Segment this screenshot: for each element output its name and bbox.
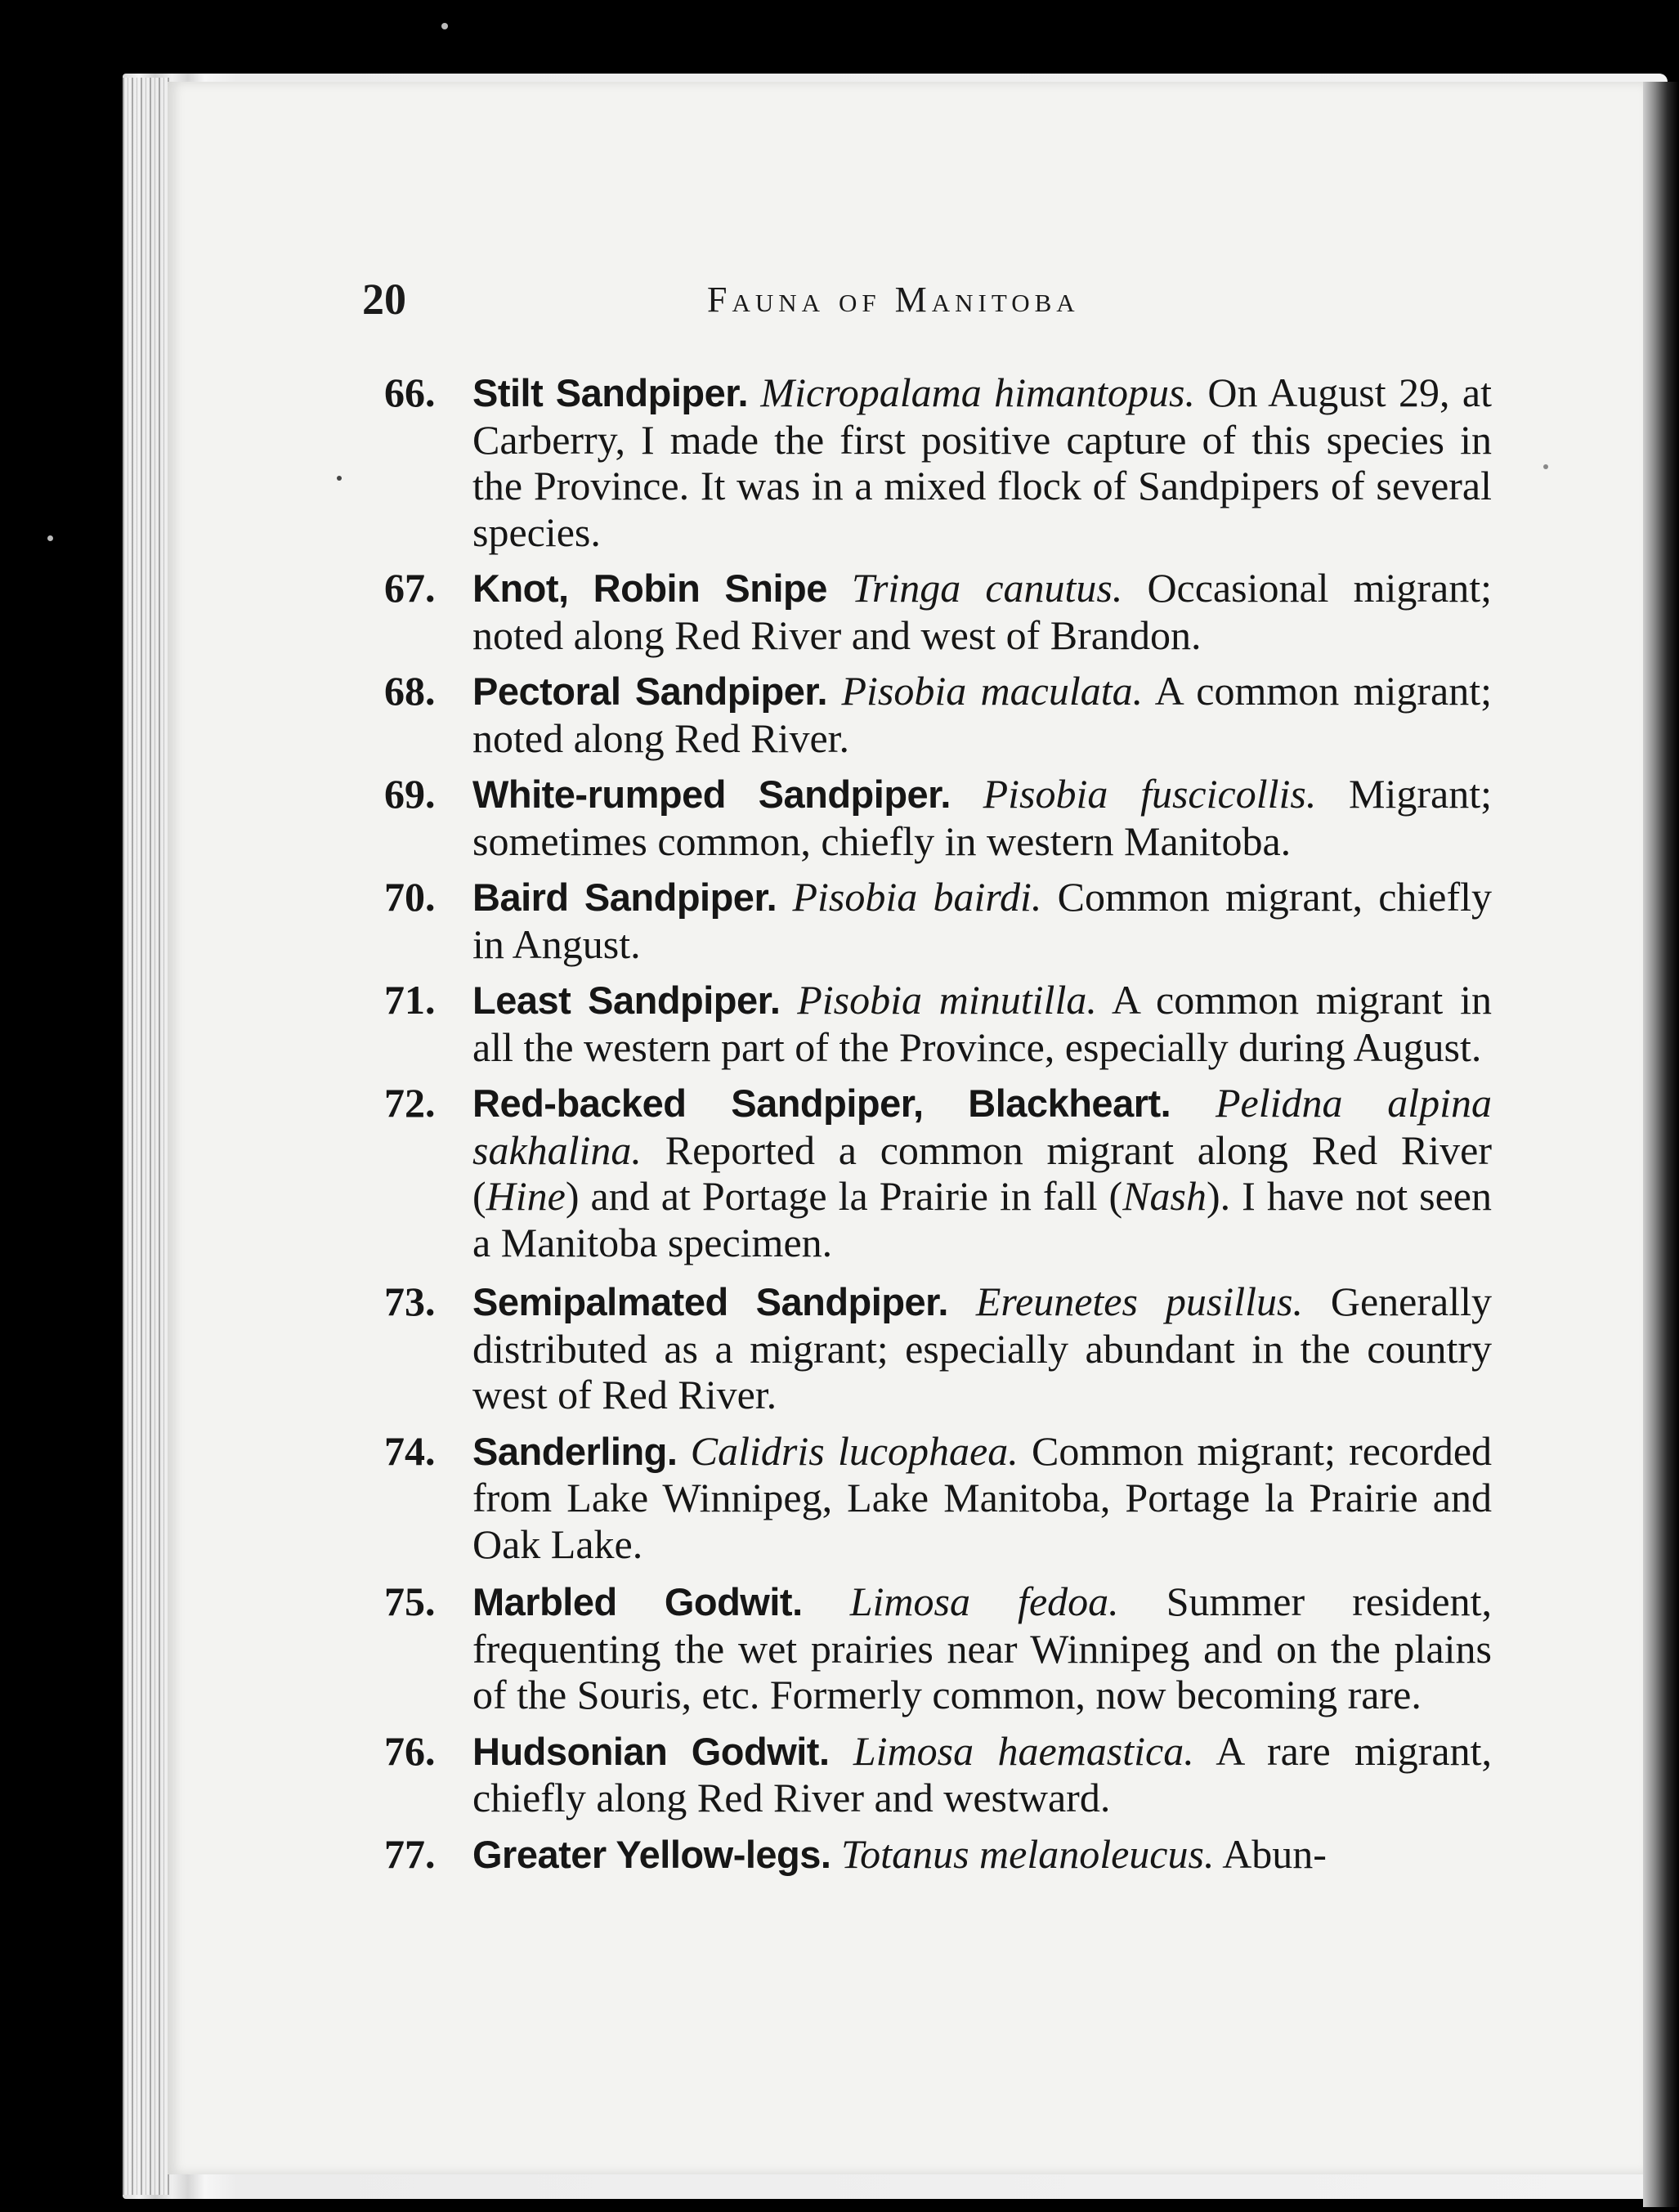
common-name: Knot, Robin Snipe bbox=[472, 566, 827, 610]
common-name: Baird Sandpiper. bbox=[472, 875, 777, 919]
page-edges bbox=[123, 78, 172, 2195]
entry-number: 74. bbox=[384, 1427, 436, 1474]
common-name: Greater Yellow-legs. bbox=[472, 1832, 831, 1876]
scan-speck bbox=[47, 535, 53, 541]
common-name: White-rumped Sandpiper. bbox=[472, 772, 951, 816]
common-name: Red-backed Sandpiper, Blackheart. bbox=[472, 1081, 1171, 1125]
scan-speck bbox=[441, 23, 448, 29]
common-name: Least Sandpiper. bbox=[472, 978, 781, 1022]
entry-text: A common migrant; noted along Red River. bbox=[472, 668, 1492, 761]
entry-number: 66. bbox=[384, 369, 436, 415]
species-entry bbox=[384, 977, 1492, 1070]
common-name: Stilt Sandpiper. bbox=[472, 371, 749, 414]
common-name: Pectoral Sandpiper. bbox=[472, 669, 828, 713]
binding-shadow bbox=[1643, 82, 1679, 2207]
entry-number: 76. bbox=[384, 1727, 436, 1774]
entry-number: 69. bbox=[384, 771, 436, 817]
entry-text: Common migrant, chiefly in Angust. bbox=[472, 874, 1493, 967]
species-entry bbox=[384, 874, 1492, 967]
species-entry bbox=[384, 771, 1492, 864]
scientific-name: Limosa fedoa. bbox=[849, 1578, 1119, 1624]
common-name: Semipalmated Sandpiper. bbox=[472, 1280, 948, 1323]
entry-text: Generally distributed as a migrant; especially abundant in the country west of Red River. bbox=[472, 1278, 1492, 1417]
page-title: Fauna of Manitoba bbox=[707, 280, 1080, 320]
scientific-name: Tringa canutus. bbox=[851, 565, 1123, 611]
scientific-name: Pisobia bairdi. bbox=[792, 874, 1042, 920]
species-entry bbox=[384, 668, 1492, 761]
scientific-name: Ereunetes pusillus. bbox=[975, 1278, 1303, 1324]
entry-number: 68. bbox=[384, 668, 436, 714]
entry-text: Reported a common migrant along Red River ( bbox=[472, 1126, 1493, 1219]
species-entry bbox=[384, 1278, 1492, 1418]
scan-speck bbox=[1543, 464, 1548, 469]
entry-text: A rare migrant, chiefly along Red River and westward. bbox=[472, 1727, 1493, 1820]
species-entry bbox=[384, 1578, 1492, 1718]
scientific-name: Pisobia minutilla. bbox=[797, 977, 1097, 1023]
entry-text: Abun- bbox=[1222, 1830, 1327, 1877]
entry-text: Occasional migrant; noted along Red River and west of Brandon. bbox=[472, 565, 1493, 658]
entry-number: 73. bbox=[384, 1278, 436, 1324]
entry-number: 72. bbox=[384, 1080, 436, 1126]
scientific-name: Micropalama himantopus. bbox=[760, 369, 1196, 415]
entry-text: Common migrant; recorded from Lake Winnipeg, Lake Manitoba, Portage la Prairie and Oak Lake. bbox=[472, 1427, 1493, 1567]
common-name: Sanderling. bbox=[472, 1429, 678, 1473]
common-name: Hudsonian Godwit. bbox=[472, 1729, 830, 1773]
species-entry bbox=[384, 1080, 1492, 1265]
entry-number: 70. bbox=[384, 874, 436, 920]
page-number: 20 bbox=[362, 275, 406, 324]
species-entry bbox=[384, 565, 1492, 658]
species-entry bbox=[384, 369, 1492, 555]
scientific-name: Limosa haemastica. bbox=[853, 1727, 1194, 1774]
entry-text: On August 29, at Carberry, I made the first positive capture of this species in the Province. It was in a mixed flock of Sandpipers of several species. bbox=[472, 369, 1493, 555]
species-entry bbox=[384, 1831, 1492, 1878]
species-list bbox=[384, 360, 1492, 1878]
entry-number: 71. bbox=[384, 977, 436, 1023]
scientific-name: Pisobia maculata. bbox=[841, 668, 1144, 714]
entry-number: 77. bbox=[384, 1830, 436, 1877]
entry-text: ) and at Portage la Prairie in fall ( bbox=[565, 1173, 1123, 1219]
common-name: Marbled Godwit. bbox=[472, 1580, 803, 1623]
entry-text: Summer resident, frequenting the wet prairies near Winnipeg and on the plains of the Souris, etc. Formerly common, now becoming rare. bbox=[472, 1578, 1493, 1717]
scientific-name: Pisobia fuscicollis. bbox=[983, 771, 1317, 817]
running-head bbox=[0, 274, 1679, 331]
entry-text: ). I have not seen a Manitoba specimen. bbox=[472, 1173, 1492, 1265]
entry-number: 75. bbox=[384, 1578, 436, 1624]
entry-text: Migrant; sometimes common, chiefly in western Manitoba. bbox=[472, 771, 1493, 864]
scientific-name: Pelidna alpina sakhalina. bbox=[472, 1080, 1492, 1173]
scientific-name: Totanus melanoleucus. bbox=[840, 1830, 1215, 1877]
species-entry bbox=[384, 1428, 1492, 1568]
species-entry bbox=[384, 1728, 1492, 1821]
entry-text: A common migrant in all the western part of the Province, especially during August. bbox=[472, 977, 1492, 1070]
scan-speck bbox=[337, 476, 342, 481]
author-citation: Hine bbox=[486, 1173, 566, 1219]
entry-number: 67. bbox=[384, 565, 436, 611]
scientific-name: Calidris lucophaea. bbox=[690, 1427, 1019, 1474]
author-citation: Nash bbox=[1122, 1173, 1207, 1219]
